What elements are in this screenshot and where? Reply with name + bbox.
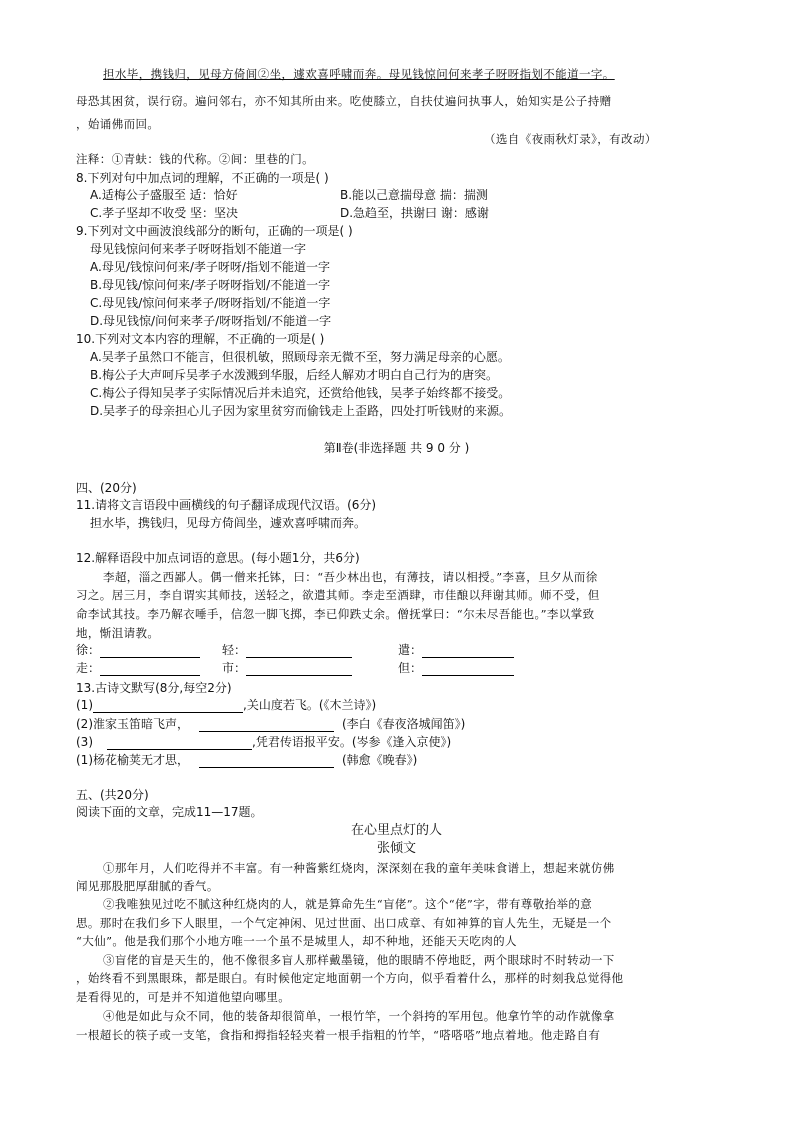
q9-option-c: C.母见钱/惊问何来孝子/呀呀指划/不能道一字 bbox=[90, 296, 331, 310]
q9-option-a: A.母见/钱惊问何来/孝子呀呀/指划不能道一字 bbox=[90, 260, 330, 274]
passage-line-2: 母恐其困贫，误行窃。遍问邻右，亦不知其所由来。吃使膝立，自扶仗遍问执事人，始知实是公子持赠 bbox=[76, 94, 612, 108]
q12-answer-shi bbox=[222, 660, 352, 676]
article-p1-line-2: 闻见那股肥厚甜腻的香气。 bbox=[76, 879, 219, 893]
answer-blank[interactable] bbox=[422, 645, 514, 658]
answer-blank[interactable] bbox=[107, 737, 252, 750]
q9-stem: 9.下列对文中画波浪线部分的断句，正确的一项是( ) bbox=[76, 224, 353, 238]
section-5-intro: 阅读下面的文章，完成11—17题。 bbox=[76, 805, 263, 819]
q10-option-b: B.梅公子大声呵斥吴孝子水泼溅到华服，后经人解劝才明白自己行为的唐突。 bbox=[90, 368, 499, 382]
q13-line-label: (1) bbox=[76, 698, 93, 712]
q12-passage-line-4: 地，惭沮请教。 bbox=[76, 626, 160, 640]
article-p4-line-1: ④他是如此与众不同，他的装备却很简单，一根竹竿，一个斜挎的军用包。他拿竹竿的动作就像拿 bbox=[103, 1009, 615, 1023]
q12-word-label: 遣： bbox=[398, 643, 423, 657]
q12-word-label: 轻： bbox=[222, 643, 247, 657]
article-p4-line-2: 一根超长的筷子或一支笔，食指和拇指轻轻夹着一根手指粗的竹竿，“嗒嗒嗒”地点着地。他走路自有 bbox=[76, 1028, 601, 1042]
q10-option-d: D.吴孝子的母亲担心儿子因为家里贫穷而偷钱走上歪路，四处打听钱财的来源。 bbox=[90, 404, 512, 418]
article-p2-line-1: ②我唯独见过吃不腻这种红烧肉的人，就是算命先生“盲佬”。这个“佬”字，带有尊敬抬举的意 bbox=[103, 897, 593, 911]
q13-line-label: (3) bbox=[76, 735, 93, 749]
underlined-sentence: 担水毕，携钱归，见母方倚闾②坐，遽欢喜呼啸而奔。母见钱惊问何来孝子呀呀指划不能道一字。 bbox=[103, 67, 615, 81]
q12-stem: 12.解释语段中加点词语的意思。(每小题1分，共6分) bbox=[76, 551, 360, 565]
q12-answer-qian bbox=[398, 642, 514, 658]
q13-line-text: (李白《春夜洛城闻笛》) bbox=[342, 717, 466, 731]
q13-line-text: ,关山度若飞。(《木兰诗》) bbox=[243, 698, 377, 712]
article-p2-line-2: 思。那时在我们乡下人眼里，一个气定神闲、见过世面、出口成章、有如神算的盲人先生，无疑是一个 bbox=[76, 916, 612, 930]
article-p1-line-1: ①那年月，人们吃得并不丰富。有一种酱紫红烧肉，深深刻在我的童年美味食谱上，想起来就仿佛 bbox=[103, 861, 615, 875]
q12-answer-zou bbox=[76, 660, 200, 676]
article-title: 在心里点灯的人 bbox=[350, 823, 442, 838]
q13-line-text: (韩愈《晚春》) bbox=[342, 753, 418, 767]
answer-blank[interactable] bbox=[246, 663, 352, 676]
q9-option-b: B.母见钱/惊问何来/孝子呀呀指划/不能道一字 bbox=[90, 278, 331, 292]
q13-line-2 bbox=[76, 716, 465, 732]
answer-blank[interactable] bbox=[422, 663, 514, 676]
q10-stem: 10.下列对文本内容的理解，不正确的一项是( ) bbox=[76, 332, 325, 346]
q9-option-d: D.母见钱惊/问何来孝子/呀呀指划/不能道一字 bbox=[90, 314, 332, 328]
q12-passage-line-1: 李超，淄之西鄙人。偶一僧来托钵，曰：“吾少林出也，有薄技，请以相授。”李喜，旦夕从而徐 bbox=[103, 570, 598, 584]
q12-answer-xu bbox=[76, 642, 200, 658]
q8-option-b: B.能以己意揣母意 揣：揣测 bbox=[340, 188, 488, 202]
answer-blank[interactable] bbox=[199, 755, 334, 768]
q11-stem: 11.请将文言语段中画横线的句子翻译成现代汉语。(6分) bbox=[76, 498, 377, 512]
q10-option-a: A.吴孝子虽然口不能言，但很机敏，照顾母亲无微不至，努力满足母亲的心愿。 bbox=[90, 350, 510, 364]
passage-notes: 注释：①青蚨：钱的代称。②闾：里巷的门。 bbox=[76, 152, 314, 166]
q13-line-1 bbox=[76, 697, 376, 713]
article-p3-line-1: ③盲佬的盲是天生的，他不像很多盲人那样戴墨镜，他的眼睛不停地眨，两个眼球时不时转动一下 bbox=[103, 953, 615, 967]
passage-source: （选自《夜雨秋灯录》，有改动） bbox=[484, 132, 657, 146]
q12-word-label: 但： bbox=[398, 661, 423, 675]
article-p3-line-2: ，始终看不到黑眼珠，都是眼白。有时候他定定地面朝一个方向，似乎看着什么，那样的时刻我总觉得他 bbox=[76, 971, 624, 985]
q12-answer-dan bbox=[398, 660, 514, 676]
q13-stem: 13.古诗文默写(8分,每空2分) bbox=[76, 681, 232, 695]
section-5-heading: 五、(共20分) bbox=[76, 788, 149, 802]
q12-passage-line-2: 习之。居三月，李自谓实其师技，送轻之，欲遣其师。李走至酒肆，市佳酿以拜谢其师。师不受，但 bbox=[76, 588, 600, 602]
article-p3-line-3: 是看得见的，可是并不知道他望向哪里。 bbox=[76, 990, 291, 1004]
answer-blank[interactable] bbox=[93, 700, 243, 713]
section-4-heading: 四、(20分) bbox=[76, 481, 137, 495]
answer-blank[interactable] bbox=[100, 645, 200, 658]
passage-line-3: ，始诵佛而回。 bbox=[76, 117, 160, 131]
q12-word-label: 市： bbox=[222, 661, 247, 675]
q12-word-label: 走： bbox=[76, 661, 101, 675]
q8-option-c: C.孝子坚却不收受 坚：坚决 bbox=[90, 206, 239, 220]
answer-blank[interactable] bbox=[100, 663, 200, 676]
article-p2-line-3: “大仙”。他是我们那个小地方唯一一个虽不是城里人，却不种地，还能天天吃肉的人 bbox=[76, 934, 517, 948]
passage-line-1 bbox=[103, 66, 615, 82]
q9-sentence: 母见钱惊问何来孝子呀呀指划不能道一字 bbox=[90, 242, 307, 256]
q13-line-4 bbox=[76, 752, 417, 768]
q11-sentence: 担水毕，携钱归，见母方倚闾坐，遽欢喜呼啸而奔。 bbox=[90, 516, 367, 530]
part-2-title: 第Ⅱ卷(非选择题 共 9 0 分 ) bbox=[323, 441, 470, 455]
q13-line-text: (1)杨花榆荚无才思， bbox=[76, 753, 189, 767]
q13-line-3 bbox=[76, 734, 451, 750]
answer-blank[interactable] bbox=[246, 645, 352, 658]
q8-option-d: D.急趋至，拱谢曰 谢：感谢 bbox=[340, 206, 489, 220]
q8-option-a: A.适梅公子盛服至 适：恰好 bbox=[90, 188, 238, 202]
q13-line-text: (2)淮家玉笛暗飞声， bbox=[76, 717, 189, 731]
q10-option-c: C.梅公子得知吴孝子实际情况后并未追究，还赏给他钱，吴孝子始终都不接受。 bbox=[90, 386, 511, 400]
q12-word-label: 徐： bbox=[76, 643, 101, 657]
q12-answer-qing bbox=[222, 642, 352, 658]
answer-blank[interactable] bbox=[199, 719, 334, 732]
article-author: 张倾文 bbox=[376, 841, 416, 856]
q12-passage-line-3: 命李试其技。李乃解衣唾手，信忽一脚飞掷，李已仰跌丈余。僧抚掌曰：“尔未尽吾能也。”李以掌致 bbox=[76, 607, 595, 621]
q8-stem: 8.下列对句中加点词的理解，不正确的一项是( ) bbox=[76, 171, 329, 185]
q13-line-text: ,凭君传语报平安。(岑参《逢入京使》) bbox=[252, 735, 452, 749]
